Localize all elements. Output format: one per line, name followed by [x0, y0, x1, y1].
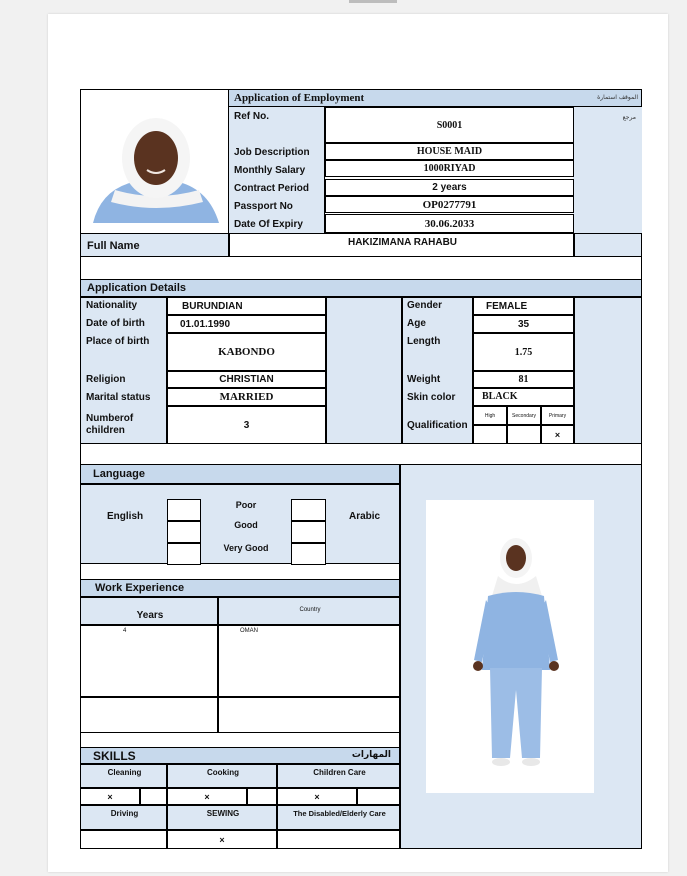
weight-label: Weight — [407, 374, 441, 385]
spacer-row-4 — [80, 733, 400, 747]
qual-high-box — [473, 425, 507, 444]
application-title-arabic: الموقف استمارة — [597, 94, 638, 101]
skills-header — [80, 747, 400, 764]
ref-label-arabic: مرجع — [622, 114, 636, 121]
salary-label: Monthly Salary — [234, 165, 306, 176]
english-poor-box[interactable] — [167, 499, 201, 521]
language-body — [80, 484, 400, 564]
cooking-label: Cooking — [207, 768, 239, 777]
weight-value: 81 — [473, 371, 574, 388]
language-title: Language — [93, 468, 145, 480]
spacer-row-2 — [80, 444, 642, 464]
contract-value: 2 years — [325, 179, 574, 196]
pob-label: Place of birth — [86, 336, 150, 347]
full-name-value: HAKIZIMANA RAHABU — [347, 237, 458, 248]
language-arabic: Arabic — [349, 511, 381, 522]
qual-primary-mark: × — [541, 425, 574, 444]
length-value: 1.75 — [473, 333, 574, 371]
driving-empty — [80, 830, 167, 849]
sewing-mark: × — [167, 830, 277, 849]
children-care-mark: × — [277, 788, 357, 805]
cooking-label-cell — [167, 764, 277, 788]
children-care-label-cell — [277, 764, 400, 788]
children-care-empty — [357, 788, 400, 805]
full-name-value-cell — [229, 233, 574, 257]
country-header-cell — [218, 597, 400, 625]
ref-value: S0001 — [325, 107, 574, 143]
gender-value: FEMALE — [486, 301, 528, 312]
language-header — [80, 464, 400, 484]
gender-label: Gender — [407, 300, 443, 311]
age-label: Age — [407, 318, 426, 329]
full-body-photo — [426, 500, 594, 793]
driving-label-cell — [80, 805, 167, 830]
job-value: HOUSE MAID — [325, 143, 574, 160]
cooking-empty — [247, 788, 277, 805]
cooking-mark: × — [167, 788, 247, 805]
application-details-title: Application Details — [87, 282, 187, 294]
sewing-label-cell — [167, 805, 277, 830]
header-arabic-column — [573, 107, 642, 233]
dob-label: Date of birth — [86, 318, 145, 329]
window-drag-handle — [349, 0, 397, 3]
english-verygood-box[interactable] — [167, 543, 201, 565]
sewing-label: SEWING — [206, 809, 240, 818]
nationality-value: BURUNDIAN — [182, 301, 243, 312]
nationality-value-cell — [167, 297, 326, 315]
skills-title-arabic: المهارات — [351, 750, 391, 760]
years-value-cell — [80, 625, 218, 697]
children-care-label: Children Care — [313, 768, 366, 777]
full-name-label: Full Name — [87, 240, 140, 252]
cleaning-mark: × — [80, 788, 140, 805]
application-details-header — [80, 279, 642, 297]
level-very-good: Very Good — [223, 543, 269, 553]
qual-primary-label: Primary — [541, 406, 574, 425]
full-name-label-cell — [80, 233, 229, 257]
years-header-cell — [80, 597, 218, 625]
years-value: 4 — [123, 628, 127, 634]
nationality-label: Nationality — [86, 300, 138, 311]
level-poor: Poor — [235, 500, 257, 510]
dob-value-cell — [167, 315, 326, 333]
cleaning-label: Cleaning — [107, 768, 142, 777]
elderly-care-label-cell — [277, 805, 400, 830]
skills-title: SKILLS — [93, 749, 136, 763]
full-body-photo-svg — [426, 500, 594, 793]
country-value-cell — [218, 625, 400, 697]
details-middle-arabic — [326, 297, 402, 444]
level-good: Good — [234, 520, 258, 530]
arabic-poor-box[interactable] — [291, 499, 326, 521]
marital-value: MARRIED — [167, 388, 326, 406]
skin-value: BLACK — [482, 391, 518, 402]
full-body-photo-panel — [400, 464, 642, 849]
length-label: Length — [407, 336, 441, 347]
work-experience-title: Work Experience — [95, 582, 185, 594]
marital-label: Marital status — [86, 392, 151, 403]
passport-value: OP0277791 — [325, 196, 574, 213]
country-empty-cell — [218, 697, 400, 733]
application-title: Application of Employment — [234, 92, 365, 104]
qual-high-label: High — [473, 406, 507, 425]
spacer-row — [80, 257, 642, 279]
dob-value: 01.01.1990 — [180, 319, 231, 330]
children-value: 3 — [167, 406, 326, 444]
details-right-arabic — [574, 297, 642, 444]
arabic-verygood-box[interactable] — [291, 543, 326, 565]
pob-value: KABONDO — [167, 333, 326, 371]
years-empty-cell — [80, 697, 218, 733]
elderly-care-label: The Disabled/Elderly Care — [293, 809, 386, 818]
religion-label: Religion — [86, 374, 126, 385]
ref-label: Ref No. — [234, 111, 269, 122]
children-label: Numberof children — [86, 413, 134, 436]
religion-value: CHRISTIAN — [167, 371, 326, 388]
english-good-box[interactable] — [167, 521, 201, 543]
skin-label: Skin color — [407, 392, 456, 403]
work-experience-header — [80, 579, 400, 597]
application-title-bar — [229, 89, 642, 107]
portrait-photo — [81, 90, 228, 233]
gender-value-cell — [473, 297, 574, 315]
job-label: Job Description — [234, 147, 310, 158]
expiry-value: 30.06.2033 — [325, 214, 574, 233]
spacer-row-3 — [80, 564, 400, 579]
qualification-label: Qualification — [407, 420, 468, 431]
application-form — [80, 89, 642, 849]
years-label: Years — [136, 610, 164, 621]
passport-label: Passport No — [234, 201, 293, 212]
cleaning-empty — [140, 788, 167, 805]
cleaning-label-cell — [80, 764, 167, 788]
skin-value-cell — [473, 388, 574, 406]
language-english: English — [107, 511, 144, 522]
qual-secondary-label: Secondary — [507, 406, 541, 425]
country-value: OMAN — [240, 628, 258, 634]
qual-secondary-box — [507, 425, 541, 444]
country-label: Country — [299, 607, 321, 613]
salary-value: 1000RIYAD — [325, 160, 574, 177]
expiry-label: Date Of Expiry — [234, 219, 303, 230]
portrait-photo-box — [80, 89, 229, 234]
elderly-care-empty — [277, 830, 400, 849]
full-name-arabic-cell — [574, 233, 642, 257]
driving-label: Driving — [110, 809, 139, 818]
arabic-good-box[interactable] — [291, 521, 326, 543]
age-value: 35 — [473, 315, 574, 333]
contract-label: Contract Period — [234, 183, 310, 194]
